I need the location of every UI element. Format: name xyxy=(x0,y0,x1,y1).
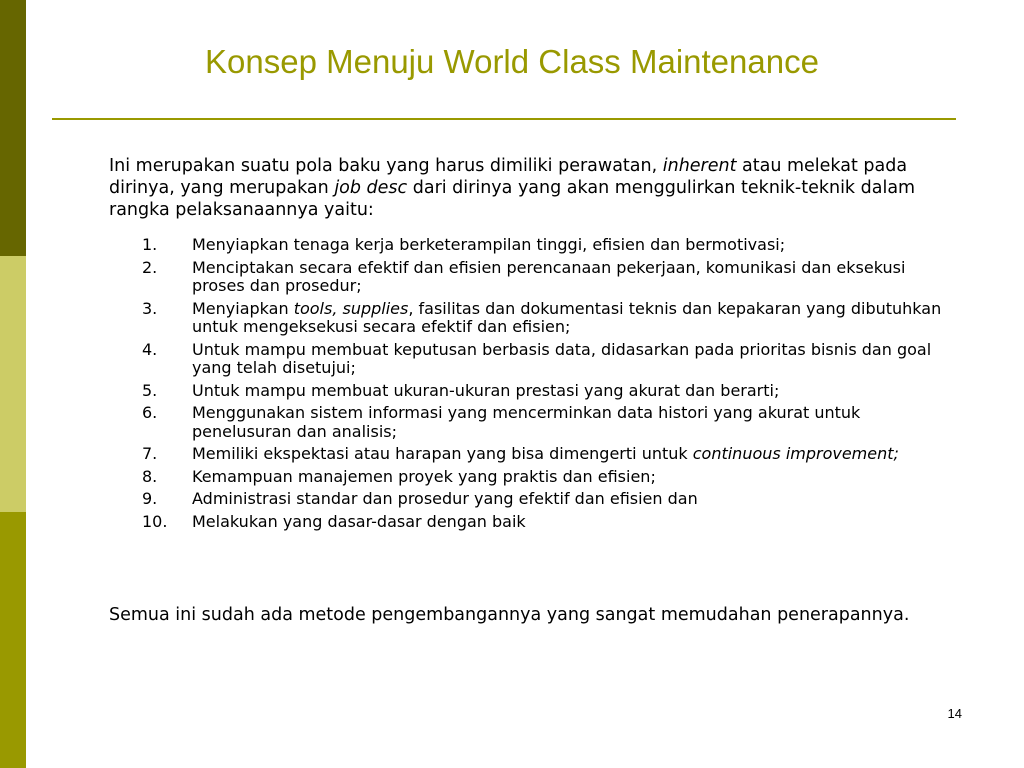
list-item-text: Menyiapkan tenaga kerja berketerampilan tinggi, efisien dan bermotivasi; xyxy=(192,235,786,254)
sidebar-band-olive xyxy=(0,512,26,768)
list-item-text: Melakukan yang dasar-dasar dengan baik xyxy=(192,511,526,531)
list-item xyxy=(109,404,949,441)
list-item-text-before: Menyiapkan xyxy=(192,298,294,318)
intro-text-1: Ini merupakan suatu pola baku yang harus dimiliki perawatan, xyxy=(109,156,663,176)
sidebar-band-dark xyxy=(0,0,26,256)
list-item-text-after: , fasilitas dan dokumentasi teknis dan kepakaran yang dibutuhkan untuk mengeksekusi secara efektif dan efisien; xyxy=(192,298,942,336)
list-item-number: 3. xyxy=(142,298,158,318)
list-item-number: 1. xyxy=(142,235,158,254)
slide-title: Konsep Menuju World Class Maintenance xyxy=(205,43,819,80)
intro-text-2: atau melekat pada dirinya, yang merupakan xyxy=(109,156,908,198)
list-item-number: 9. xyxy=(142,489,158,508)
list-item-text: Menggunakan sistem informasi yang mencerminkan data histori yang akurat untuk penelusuran dan analisis; xyxy=(192,403,861,441)
intro-italic-2: job desc xyxy=(334,178,408,198)
title-divider xyxy=(52,118,956,120)
list-item-text: Untuk mampu membuat ukuran-ukuran prestasi yang akurat dan berarti; xyxy=(192,380,780,400)
list-item-number: 5. xyxy=(142,380,158,400)
numbered-list xyxy=(109,236,949,535)
list-item xyxy=(109,236,949,255)
list-item-text: Administrasi standar dan prosedur yang efektif dan efisien dan xyxy=(192,489,698,508)
list-item-number: 6. xyxy=(142,403,158,422)
list-item xyxy=(109,382,949,401)
list-item xyxy=(109,445,949,464)
list-item xyxy=(109,259,949,296)
list-item-text: Menciptakan secara efektif dan efisien perencanaan pekerjaan, komunikasi dan eksekusi proses dan prosedur; xyxy=(192,257,906,295)
page-number: 14 xyxy=(947,706,962,721)
list-item xyxy=(109,513,949,532)
intro-text-3: dari dirinya yang akan menggulirkan teknik-teknik dalam rangka pelaksanaannya yaitu: xyxy=(109,178,916,220)
sidebar-band-light xyxy=(0,256,26,512)
intro-italic-1: inherent xyxy=(662,156,737,176)
list-item-italic: continuous improvement; xyxy=(692,444,899,463)
list-item-number: 10. xyxy=(142,511,168,531)
list-item xyxy=(109,490,949,509)
closing-paragraph: Semua ini sudah ada metode pengembangannya yang sangat memudahan penerapannya. xyxy=(109,605,910,625)
list-item-italic: tools, supplies xyxy=(293,298,409,318)
list-item-number: 7. xyxy=(142,444,158,463)
list-item-number: 2. xyxy=(142,257,158,277)
list-item-number: 4. xyxy=(142,339,158,359)
list-item-text: Kemampuan manajemen proyek yang praktis dan efisien; xyxy=(192,466,656,486)
list-item xyxy=(109,468,949,487)
intro-paragraph xyxy=(109,155,949,221)
list-item-text-before: Memiliki ekspektasi atau harapan yang bisa dimengerti untuk xyxy=(192,444,693,463)
list-item-text: Untuk mampu membuat keputusan berbasis data, didasarkan pada prioritas bisnis dan goal yang telah disetujui; xyxy=(192,339,932,377)
list-item xyxy=(109,341,949,378)
list-item xyxy=(109,300,949,337)
list-item-number: 8. xyxy=(142,466,158,486)
